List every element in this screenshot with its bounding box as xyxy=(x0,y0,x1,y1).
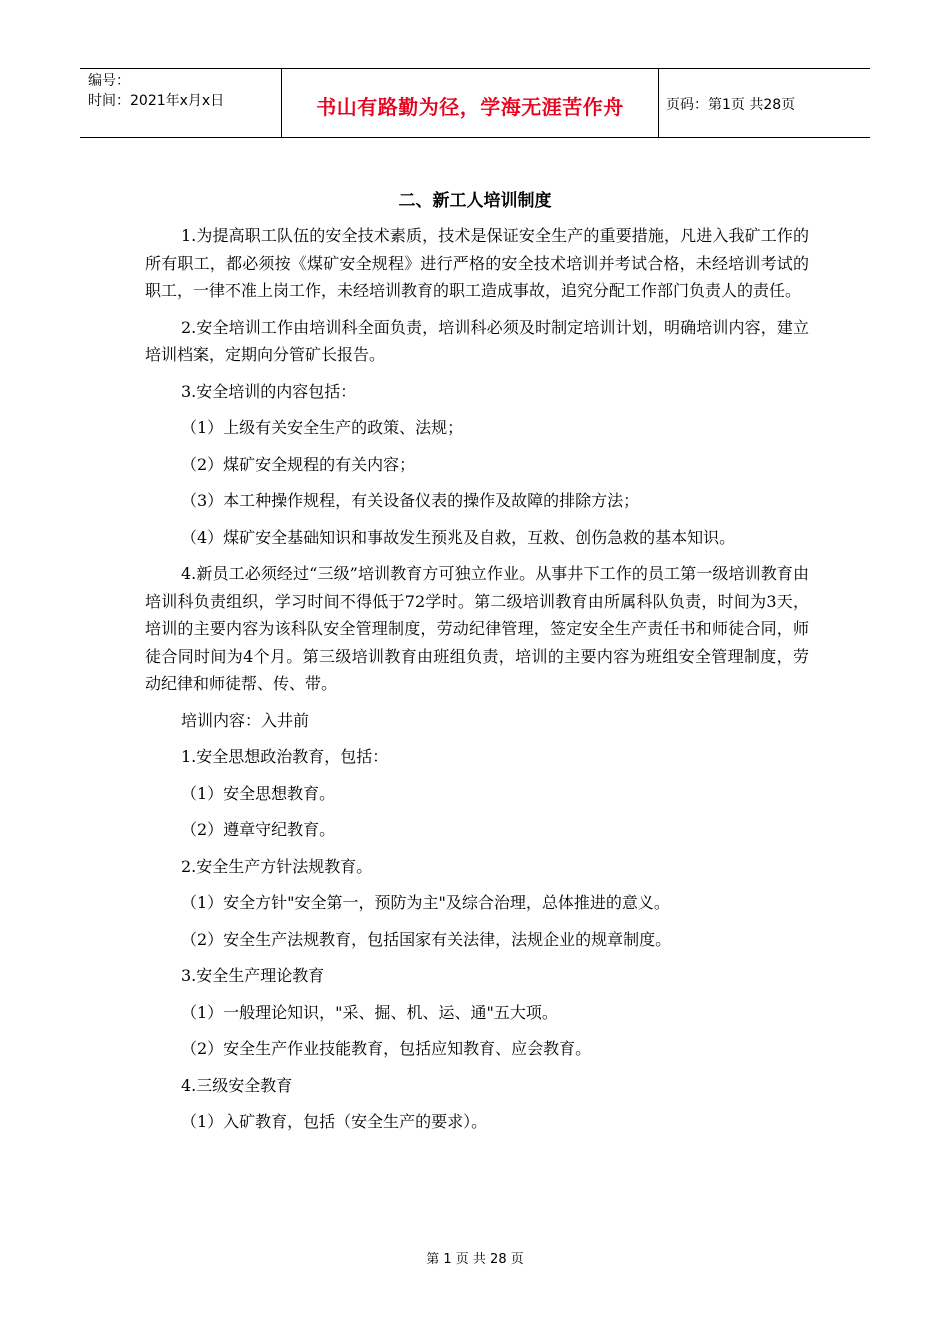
paragraph: （1）安全方针"安全第一，预防为主"及综合治理，总体推进的意义。 xyxy=(181,893,670,912)
document-body xyxy=(145,222,809,1145)
paragraph: （1）入矿教育，包括（安全生产的要求）。 xyxy=(181,1112,488,1131)
paragraph: 3.安全生产理论教育 xyxy=(181,966,325,985)
header-table xyxy=(80,68,870,138)
paragraph: 1.安全思想政治教育，包括： xyxy=(181,747,389,766)
paragraph: 3.安全培训的内容包括： xyxy=(181,381,357,401)
header-motto-cell xyxy=(281,69,659,137)
paragraph: （2）遵章守纪教育。 xyxy=(181,820,336,839)
paragraph: （3）本工种操作规程，有关设备仪表的操作及故障的排除方法； xyxy=(181,491,640,510)
paragraph: （1）一般理论知识，"采、掘、机、运、通"五大项。 xyxy=(181,1002,558,1022)
paragraph: （2）煤矿安全规程的有关内容； xyxy=(181,454,416,474)
paragraph: 4.三级安全教育 xyxy=(181,1075,293,1095)
paragraph: 培训内容：入井前 xyxy=(181,710,310,730)
paragraph: （2）安全生产作业技能教育，包括应知教育、应会教育。 xyxy=(181,1039,592,1058)
document-number-label: 编号： xyxy=(88,73,130,89)
document-title: 二、新工人培训制度 xyxy=(398,191,552,211)
paragraph: 2.安全生产方针法规教育。 xyxy=(181,856,373,876)
paragraph: （2）安全生产法规教育，包括国家有关法律，法规企业的规章制度。 xyxy=(181,929,672,949)
header-meta xyxy=(80,69,280,137)
paragraph: 4.新员工必须经过“三级”培训教育方可独立作业。从事井下工作的员工第一级培训教育由培训科负责组织，学习时间不得低于72学时。第二级培训教育由所属科队负责，时间为3天，培训的主要内容为该科队安全管理制度，劳动纪律管理，签定安全生产责任书和师徒合同，师徒合同时间为4个月。第三级培训教育由班组负责，培训的主要内容为班组安全管理制度，劳动纪律和师徒帮、传、带。 xyxy=(145,564,809,693)
header-motto: 书山有路勤为径，学海无涯苦作舟 xyxy=(316,95,624,119)
document-date-label: 时间：2021年x月x日 xyxy=(88,93,225,109)
page-footer: 第 1 页 共 28 页 xyxy=(426,1252,524,1267)
paragraph: （1）安全思想教育。 xyxy=(181,783,336,803)
paragraph: 2.安全培训工作由培训科全面负责，培训科必须及时制定培训计划，明确培训内容，建立培训档案，定期向分管矿长报告。 xyxy=(145,317,809,364)
paragraph: （1）上级有关安全生产的政策、法规； xyxy=(181,418,464,437)
paragraph: 1.为提高职工队伍的安全技术素质，技术是保证安全生产的重要措施，凡进入我矿工作的所有职工，都必须按《煤矿安全规程》进行严格的安全技术培训并考试合格，未经培训考试的职工，一律不准上岗工作，未经培训教育的职工造成事故，追究分配工作部门负责人的责任。 xyxy=(145,226,809,300)
paragraph: （4）煤矿安全基础知识和事故发生预兆及自救，互救、创伤急救的基本知识。 xyxy=(181,527,736,547)
header-page-code: 页码：第1页 共28页 xyxy=(666,97,796,113)
